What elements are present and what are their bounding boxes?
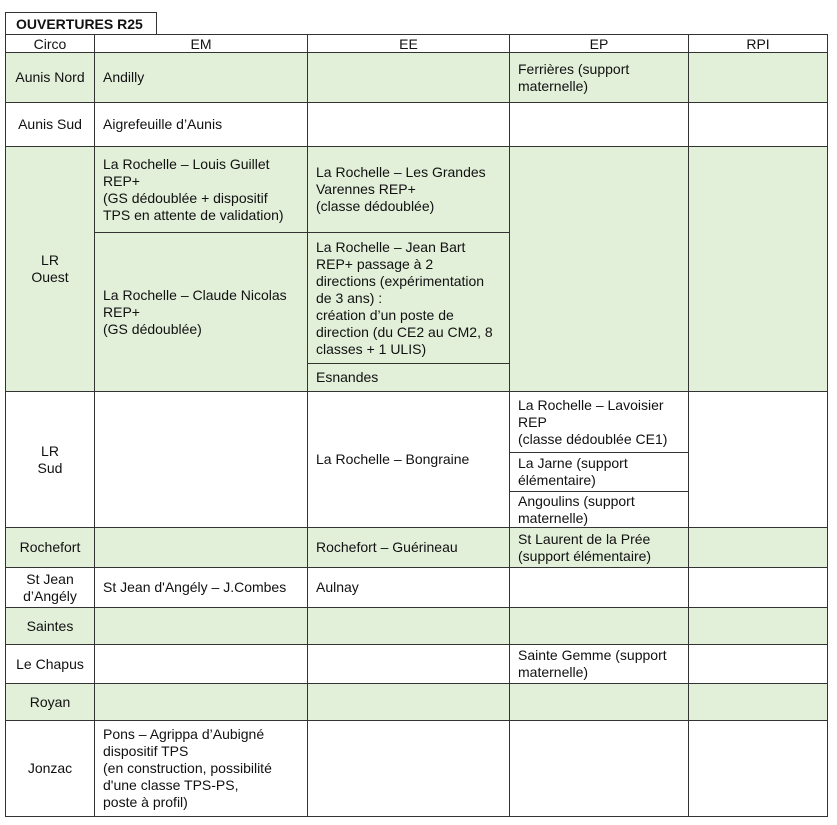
ep-cell: Ferrières (support maternelle): [510, 53, 689, 103]
table-row: [6, 684, 828, 721]
header-ep: EP: [510, 35, 689, 53]
circo-cell: Royan: [6, 684, 95, 721]
ee-cell: [308, 608, 510, 645]
ee-cell: [308, 53, 510, 103]
em-cell: [95, 684, 308, 721]
table-row: [6, 568, 828, 608]
ep-cell: La Rochelle – Lavoisier REP (classe dédoublée CE1): [510, 392, 689, 453]
rpi-cell: [689, 528, 828, 568]
header-rpi: RPI: [689, 35, 828, 53]
rpi-cell: [689, 392, 828, 528]
ep-cell: [510, 103, 689, 147]
em-cell: La Rochelle – Claude Nicolas REP+ (GS dédoublée): [95, 233, 308, 392]
ee-cell: La Rochelle – Les Grandes Varennes REP+ (classe dédoublée): [308, 147, 510, 233]
rpi-cell: [689, 147, 828, 392]
ep-cell: Angoulins (support maternelle): [510, 492, 689, 528]
circo-cell: Aunis Nord: [6, 53, 95, 103]
table-row: [6, 147, 828, 233]
ee-cell: [308, 721, 510, 817]
rpi-cell: [689, 645, 828, 684]
circo-cell: Aunis Sud: [6, 103, 95, 147]
rpi-cell: [689, 53, 828, 103]
rpi-cell: [689, 103, 828, 147]
ep-cell: Sainte Gemme (support maternelle): [510, 645, 689, 684]
circo-cell: Le Chapus: [6, 645, 95, 684]
rpi-cell: [689, 684, 828, 721]
rpi-cell: [689, 568, 828, 608]
em-cell: [95, 645, 308, 684]
ee-cell: [308, 103, 510, 147]
circo-cell: Rochefort: [6, 528, 95, 568]
circo-cell: LR Ouest: [6, 147, 95, 392]
ee-cell: [308, 645, 510, 684]
ee-cell: Esnandes: [308, 364, 510, 392]
circo-cell: Jonzac: [6, 721, 95, 817]
table-row: [6, 392, 828, 453]
header-em: EM: [95, 35, 308, 53]
table-row: [6, 53, 828, 103]
table-row: [6, 645, 828, 684]
em-cell: Pons – Agrippa d’Aubigné dispositif TPS (en construction, possibilité d'une classe TPS-PS, poste à profil): [95, 721, 308, 817]
ep-cell: La Jarne (support élémentaire): [510, 453, 689, 492]
ep-cell: [510, 147, 689, 392]
ep-cell: [510, 684, 689, 721]
ee-cell: La Rochelle – Bongraine: [308, 392, 510, 528]
table-row: [6, 721, 828, 817]
table-row: [6, 608, 828, 645]
rpi-cell: [689, 608, 828, 645]
circo-cell: Saintes: [6, 608, 95, 645]
table-row: [6, 528, 828, 568]
em-cell: Andilly: [95, 53, 308, 103]
ep-cell: [510, 721, 689, 817]
table-row: [6, 103, 828, 147]
header-circo: Circo: [6, 35, 95, 53]
em-cell: [95, 608, 308, 645]
rpi-cell: [689, 721, 828, 817]
document-title: OUVERTURES R25: [5, 12, 157, 34]
ee-cell: Rochefort – Guérineau: [308, 528, 510, 568]
circo-cell: LR Sud: [6, 392, 95, 528]
ep-cell: St Laurent de la Prée (support élémentaire): [510, 528, 689, 568]
ep-cell: [510, 568, 689, 608]
em-cell: [95, 528, 308, 568]
ee-cell: La Rochelle – Jean Bart REP+ passage à 2 directions (expérimentation de 3 ans) : création d’un poste de direction (du CE2 au CM2, 8 classes + 1 ULIS): [308, 233, 510, 364]
header-ee: EE: [308, 35, 510, 53]
em-cell: Aigrefeuille d’Aunis: [95, 103, 308, 147]
ee-cell: Aulnay: [308, 568, 510, 608]
em-cell: La Rochelle – Louis Guillet REP+ (GS dédoublée + dispositif TPS en attente de validation): [95, 147, 308, 233]
openings-table: [5, 34, 828, 817]
circo-cell: St Jean d’Angély: [6, 568, 95, 608]
em-cell: [95, 392, 308, 528]
ep-cell: [510, 608, 689, 645]
ee-cell: [308, 684, 510, 721]
header-row: [6, 35, 828, 53]
em-cell: St Jean d'Angély – J.Combes: [95, 568, 308, 608]
